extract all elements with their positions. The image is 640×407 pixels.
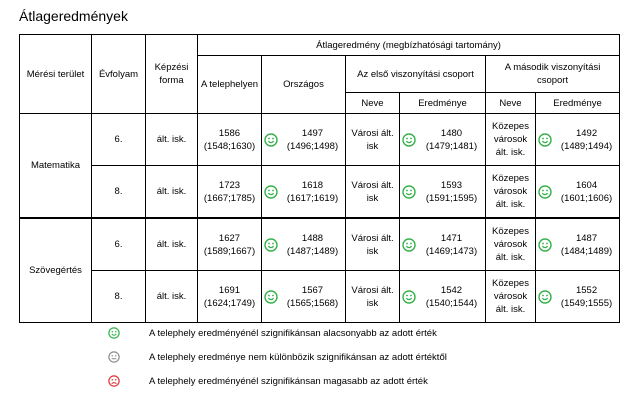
site-result-cell [198, 166, 262, 219]
legend-text: A telephely eredménye nem különbözik szignifikánsan az adott értéktől [149, 351, 447, 363]
site-range: (1548;1630) [203, 140, 256, 152]
second-group-name: Közepes városok ált. isk. [486, 166, 536, 219]
red-frowning-face-icon [108, 375, 120, 387]
national-result-cell [262, 114, 346, 166]
first-group-name: Városi ált. isk [346, 114, 400, 166]
green-smiley-icon [402, 133, 416, 147]
green-smiley-icon [402, 290, 416, 304]
second-group-result-cell [536, 114, 620, 166]
site-range: (1624;1749) [203, 297, 256, 309]
second-group-value: 1487 [575, 232, 598, 244]
site-value: 1691 [218, 284, 241, 296]
green-smiley-icon [264, 133, 278, 147]
national-range: (1565;1568) [286, 297, 339, 309]
second-group-result-cell [536, 218, 620, 271]
legend-text: A telephely eredményénél szignifikánsan magasabb az adott érték [149, 375, 428, 387]
first-group-value: 1480 [440, 127, 463, 139]
form-cell: ált. isk. [146, 166, 198, 219]
first-group-range: (1479;1481) [425, 140, 478, 152]
header-kepzesi-forma: Képzési forma [146, 35, 198, 114]
second-group-value: 1492 [575, 127, 598, 139]
site-value: 1723 [218, 179, 241, 191]
first-group-range: (1540;1544) [425, 297, 478, 309]
green-smiley-icon [264, 290, 278, 304]
legend-text: A telephely eredményénél szignifikánsan alacsonyabb az adott érték [149, 327, 437, 339]
green-smiley-icon [538, 185, 552, 199]
national-range: (1487;1489) [286, 245, 339, 257]
table-row [20, 114, 620, 166]
first-group-name: Városi ált. isk [346, 218, 400, 271]
national-value: 1567 [301, 284, 324, 296]
results-table [19, 34, 620, 323]
first-group-range: (1591;1595) [425, 192, 478, 204]
first-group-value: 1471 [440, 232, 463, 244]
green-smiley-icon [402, 185, 416, 199]
second-group-name: Közepes városok ált. isk. [486, 218, 536, 271]
header-atlageredmeny: Átlageredmény (megbízhatósági tartomány) [198, 35, 620, 56]
site-value: 1586 [218, 127, 241, 139]
green-smiley-icon [538, 238, 552, 252]
header-elso-csoport: Az első viszonyítási csoport [346, 56, 486, 93]
first-group-name: Városi ált. isk [346, 166, 400, 219]
first-group-value: 1542 [440, 284, 463, 296]
green-smiley-icon [264, 238, 278, 252]
header-neve: Neve [486, 93, 536, 114]
green-smiley-icon [108, 327, 120, 339]
green-smiley-icon [264, 185, 278, 199]
national-range: (1617;1619) [286, 192, 339, 204]
page-title: Átlageredmények [19, 8, 128, 24]
grade-cell: 6. [92, 114, 146, 166]
second-group-range: (1489;1494) [560, 140, 613, 152]
national-result-cell [262, 218, 346, 271]
first-group-result-cell [400, 114, 486, 166]
second-group-value: 1552 [575, 284, 598, 296]
site-result-cell [198, 218, 262, 271]
site-range: (1667;1785) [203, 192, 256, 204]
national-value: 1618 [301, 179, 324, 191]
second-group-range: (1549;1555) [560, 297, 613, 309]
form-cell: ált. isk. [146, 218, 198, 271]
first-group-range: (1469;1473) [425, 245, 478, 257]
header-orszagos: Országos [262, 56, 346, 114]
green-smiley-icon [538, 290, 552, 304]
green-smiley-icon [538, 133, 552, 147]
site-result-cell [198, 114, 262, 166]
second-group-result-cell [536, 166, 620, 219]
header-eredmenye: Eredménye [536, 93, 620, 114]
header-neve: Neve [346, 93, 400, 114]
site-result-cell [198, 271, 262, 323]
gray-neutral-face-icon [108, 351, 120, 363]
site-range: (1589;1667) [203, 245, 256, 257]
legend-item-higher [108, 375, 428, 387]
site-value: 1627 [218, 232, 241, 244]
second-group-value: 1604 [575, 179, 598, 191]
header-masodik-csoport: A második viszonyítási csoport [486, 56, 620, 93]
second-group-range: (1601;1606) [560, 192, 613, 204]
header-a-telephelyen: A telephelyen [198, 56, 262, 114]
area-cell: Szövegértés [20, 218, 92, 323]
national-result-cell [262, 271, 346, 323]
first-group-result-cell [400, 271, 486, 323]
first-group-value: 1593 [440, 179, 463, 191]
area-cell: Matematika [20, 114, 92, 219]
legend-item-lower [108, 327, 437, 339]
grade-cell: 8. [92, 271, 146, 323]
first-group-name: Városi ált. isk [346, 271, 400, 323]
table-row [20, 166, 620, 219]
national-value: 1488 [301, 232, 324, 244]
second-group-result-cell [536, 271, 620, 323]
table-row [20, 218, 620, 271]
second-group-name: Közepes városok ált. isk. [486, 114, 536, 166]
first-group-result-cell [400, 166, 486, 219]
header-meresi-terulet: Mérési terület [20, 35, 92, 114]
grade-cell: 6. [92, 218, 146, 271]
form-cell: ált. isk. [146, 114, 198, 166]
national-value: 1497 [301, 127, 324, 139]
second-group-name: Közepes városok ált. isk. [486, 271, 536, 323]
header-eredmenye: Eredménye [400, 93, 486, 114]
table-row [20, 271, 620, 323]
header-evfolyam: Évfolyam [92, 35, 146, 114]
first-group-result-cell [400, 218, 486, 271]
national-range: (1496;1498) [286, 140, 339, 152]
national-result-cell [262, 166, 346, 219]
legend-item-same [108, 351, 447, 363]
green-smiley-icon [402, 238, 416, 252]
second-group-range: (1484;1489) [560, 245, 613, 257]
grade-cell: 8. [92, 166, 146, 219]
form-cell: ált. isk. [146, 271, 198, 323]
